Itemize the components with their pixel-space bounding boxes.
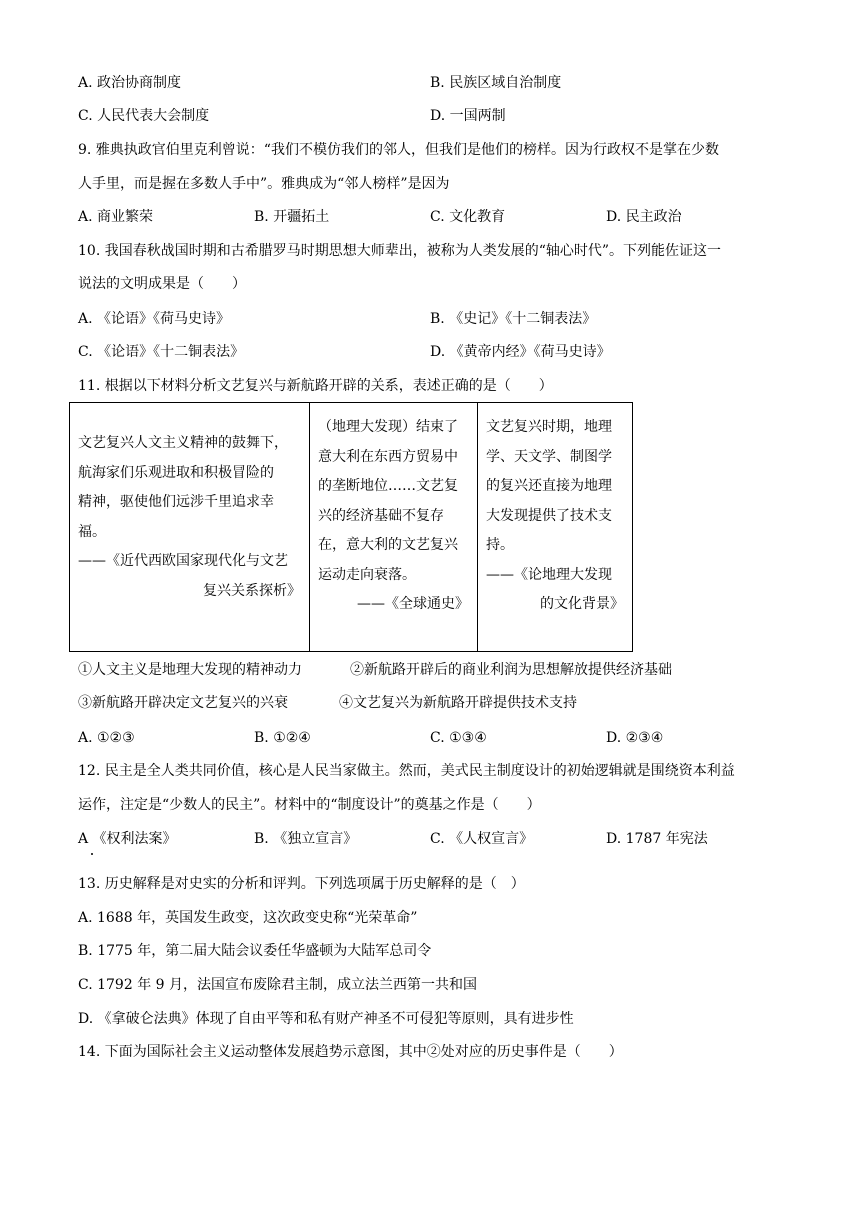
q11-material-3-line: 大发现提供了技术支 <box>486 507 612 524</box>
q9-option-d: D. 民主政治 <box>606 209 682 225</box>
q14-stem: 14. 下面为国际社会主义运动整体发展趋势示意图，其中②处对应的历史事件是（ ） <box>78 1044 623 1060</box>
q11-material-2-line: 兴的经济基础不复存 <box>318 507 444 524</box>
q11-option-d: D. ②③④ <box>606 730 664 746</box>
q12-option-a-dot <box>91 853 93 855</box>
q11-item-1: ①人文主义是地理大发现的精神动力 <box>78 662 302 678</box>
q12-stem-line2: 运作，注定是“少数人的民主”。材料中的“制度设计”的奠基之作是（ ） <box>78 797 541 813</box>
q8-option-a: A. 政治协商制度 <box>78 75 182 91</box>
q8-option-c: C. 人民代表大会制度 <box>78 108 210 124</box>
q12-option-a: A 《权利法案》 <box>78 831 177 847</box>
q11-material-2-line: 在，意大利的文艺复兴 <box>318 537 458 553</box>
q11-material-2-line: 的垄断地位……文艺复 <box>318 478 458 494</box>
q13-option-c: C. 1792 年 9 月，法国宣布废除君主制，成立法兰西第一共和国 <box>78 977 477 993</box>
q11-material-2-line: （地理大发现）结束了 <box>318 419 458 435</box>
q12-option-c: C. 《人权宣言》 <box>430 831 534 847</box>
q11-material-1 <box>70 403 310 652</box>
q12-stem-line1: 12. 民主是全人类共同价值，核心是人民当家做主。然而，美式民主制度设计的初始逻辑就是围绕资本利益 <box>78 763 735 779</box>
q11-material-2-source: ——《全球通史》 <box>357 596 469 612</box>
q12-option-b: B. 《独立宣言》 <box>254 831 358 847</box>
q11-material-3 <box>478 403 633 652</box>
q11-material-2 <box>310 403 478 652</box>
q11-material-3-line: 文艺复兴时期，地理 <box>486 419 612 435</box>
q11-item-2: ②新航路开辟后的商业利润为思想解放提供经济基础 <box>350 662 672 678</box>
q11-option-c: C. ①③④ <box>430 730 487 746</box>
q10-stem-line2: 说法的文明成果是（ ） <box>78 276 246 292</box>
q10-option-b: B. 《史记》《十二铜表法》 <box>430 311 597 327</box>
q8-option-b: B. 民族区域自治制度 <box>430 75 562 91</box>
q10-option-c: C. 《论语》《十二铜表法》 <box>78 344 245 360</box>
q11-item-3: ③新航路开辟决定文艺复兴的兴衰 <box>78 695 288 711</box>
q11-material-1-line: 航海家们乐观进取和积极冒险的 <box>78 464 274 481</box>
q11-material-3-line: 持。 <box>486 537 514 553</box>
q10-stem-line1: 10. 我国春秋战国时期和古希腊罗马时期思想大师辈出，被称为人类发展的“轴心时代”。下列能佐证这一 <box>78 243 722 259</box>
q11-material-3-source: 的文化背景》 <box>540 596 624 612</box>
q11-material-1-source: 复兴关系探析》 <box>203 582 301 599</box>
q9-stem-line1: 9. 雅典执政官伯里克利曾说：“我们不模仿我们的邻人，但我们是他们的榜样。因为行政权不是掌在少数 <box>78 142 719 158</box>
q9-stem-line2: 人手里，而是握在多数人手中”。雅典成为“邻人榜样”是因为 <box>78 176 450 192</box>
q11-option-b: B. ①②④ <box>254 730 311 746</box>
q9-option-b: B. 开疆拓土 <box>254 209 330 225</box>
q11-stem: 11. 根据以下材料分析文艺复兴与新航路开辟的关系，表述正确的是（ ） <box>78 378 553 394</box>
q11-material-table <box>69 402 633 652</box>
q9-option-c: C. 文化教育 <box>430 209 506 225</box>
q13-option-a: A. 1688 年，英国发生政变，这次政变史称“光荣革命” <box>78 910 418 926</box>
q13-option-d: D. 《拿破仑法典》体现了自由平等和私有财产神圣不可侵犯等原则，具有进步性 <box>78 1011 574 1027</box>
q11-option-a: A. ①②③ <box>78 730 135 746</box>
q13-option-b: B. 1775 年，第二届大陆会议委任华盛顿为大陆军总司令 <box>78 943 432 959</box>
q8-option-d: D. 一国两制 <box>430 108 506 124</box>
q11-material-3-source: ——《论地理大发现 <box>486 566 612 583</box>
q10-option-d: D. 《黄帝内经》《荷马史诗》 <box>430 344 611 360</box>
q11-material-2-line: 运动走向衰落。 <box>318 566 416 583</box>
q11-material-1-source: ——《近代西欧国家现代化与文艺 <box>78 553 288 569</box>
q11-material-2-line: 意大利在东西方贸易中 <box>318 448 458 465</box>
q11-material-1-line: 文艺复兴人文主义精神的鼓舞下， <box>78 435 288 451</box>
q11-material-1-line: 福。 <box>78 523 106 540</box>
q11-material-3-line: 的复兴还直接为地理 <box>486 478 612 494</box>
q9-option-a: A. 商业繁荣 <box>78 209 154 225</box>
q11-item-4: ④文艺复兴为新航路开辟提供技术支持 <box>339 695 577 711</box>
q11-material-3-line: 学、天文学、制图学 <box>486 448 612 465</box>
q10-option-a: A. 《论语》《荷马史诗》 <box>78 311 231 327</box>
q12-option-d: D. 1787 年宪法 <box>606 831 708 847</box>
q11-material-1-line: 精神，驱使他们远涉千里追求幸 <box>78 494 274 510</box>
q13-stem: 13. 历史解释是对史实的分析和评判。下列选项属于历史解释的是（ ） <box>78 876 525 892</box>
